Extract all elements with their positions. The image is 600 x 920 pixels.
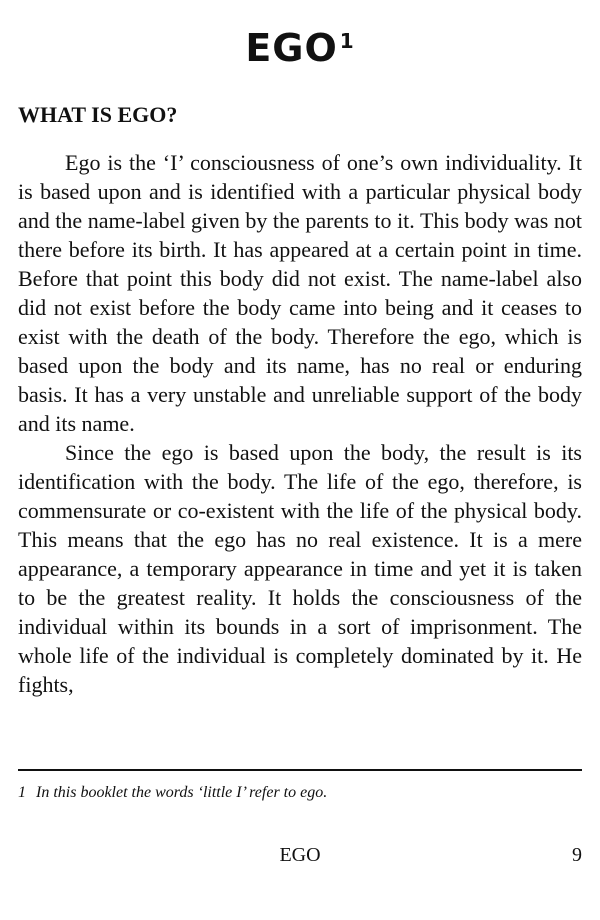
running-footer: EGO (279, 844, 321, 866)
paragraph-2: Since the ego is based upon the body, the result is its identification with the body. The life of the ego, therefore, is commensurate or co-existent with the life of the physical body. This means that the ego has no real existence. It is a mere appearance, a temporary appearance in time and yet it is taken to be the greatest reality. It holds the consciousness of the individual within its bounds in a sort of imprisonment. The whole life of the individual is completely dominated by it. He fights, (18, 440, 582, 697)
chapter-title (0, 28, 600, 70)
paragraph-1: Ego is the ‘I’ consciousness of one’s own individuality. It is based upon and is identified with a particular physical body and the name-label given by the parents to it. This body was not there before its birth. It has appeared at a certain point in time. Before that point this body did not exist. The name-label also did not exist before the body came into being and it ceases to exist with the death of the body. Therefore the ego, which is based upon the body and its name, has no real or enduring basis. It has a very unstable and unreliable support of the body and its name. (18, 150, 582, 436)
footnote-divider (18, 769, 582, 771)
page-number: 9 (572, 844, 582, 866)
section-heading: WHAT IS EGO? (18, 102, 178, 127)
body-text (18, 148, 582, 699)
chapter-footnote-marker: 1 (339, 29, 355, 53)
footnote-text: In this booklet the words ‘little I’ refer to ego. (36, 784, 328, 801)
footnote-number: 1 (18, 784, 26, 801)
chapter-title-text: EGO (245, 26, 338, 70)
footnote (18, 784, 327, 802)
